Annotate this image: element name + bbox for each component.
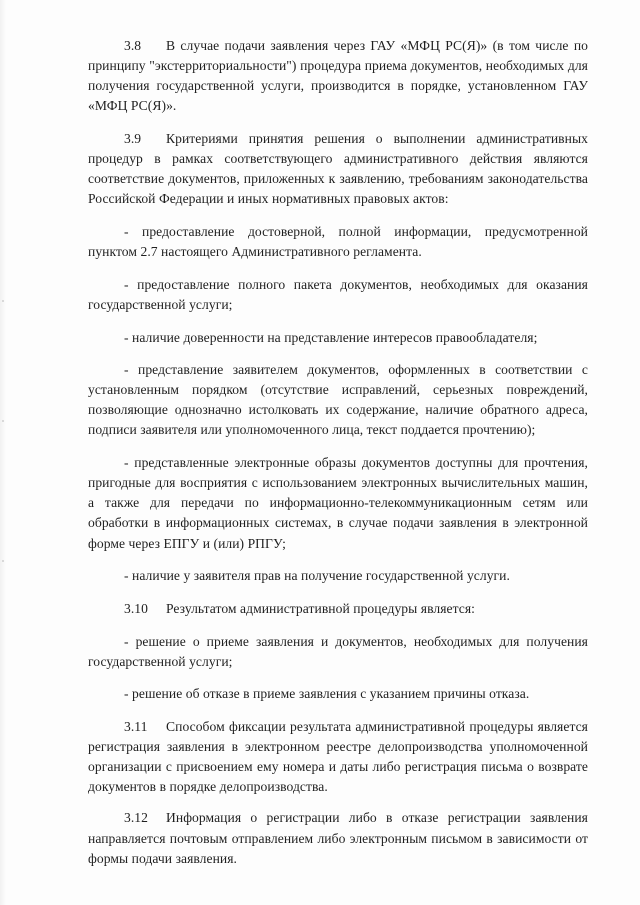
scan-artifact <box>2 300 4 302</box>
scan-artifact <box>2 420 4 422</box>
clause-text: Информация о регистрации либо в отказе регистрации заявления направляется почтовым отправлением либо электронным письмом в зависимости от формы подачи заявления. <box>88 810 588 866</box>
clause-text: Результатом административной процедуры является: <box>166 600 475 616</box>
list-item: - представленные электронные образы документов доступны для прочтения, пригодные для восприятия с использованием электронных вычислительных машин, а также для передачи по информационно-телекоммуникационным сетям или обработки в информационных системах, в случае подачи заявления в электронной форме через ЕПГУ и (или) РПГУ; <box>88 455 588 551</box>
paragraph-3-10 <box>88 599 588 619</box>
list-item: - предоставление достоверной, полной информации, предусмотренной пунктом 2.7 настоящего Административного регламента. <box>88 223 588 260</box>
scan-artifact <box>2 560 4 562</box>
list-item: - наличие доверенности на представление интересов правообладателя; <box>124 329 538 345</box>
list-item: - предоставление полного пакета документов, необходимых для оказания государственной услуги; <box>88 276 588 312</box>
clause-number: 3.11 <box>124 719 148 735</box>
list-item: - наличие у заявителя прав на получение государственной услуги. <box>124 568 510 584</box>
clause-text: Способом фиксации результата административной процедуры является регистрация заявления в электронном реестре делопроизводства уполномоченной организации с присвоением ему номера и даты либо регистрация письма о возврате документов в порядке делопроизводства. <box>88 719 588 795</box>
clause-number: 3.10 <box>124 600 148 616</box>
clause-number: 3.12 <box>124 810 148 826</box>
paragraph-3-12 <box>88 808 588 868</box>
paragraph-3-8 <box>88 36 588 116</box>
list-item: - решение о приеме заявления и документов, необходимых для получения государственной услуги; <box>88 633 588 669</box>
paragraph-3-9 <box>88 129 588 209</box>
paragraph-3-11 <box>88 717 588 797</box>
clause-text: В случае подачи заявления через ГАУ «МФЦ РС(Я)» (в том числе по принципу "экстерриториальности") процедура приема документов, необходимых для получения государственной услуги, производится в порядке, установленном ГАУ «МФЦ РС(Я)». <box>88 38 588 114</box>
document-body <box>88 36 588 881</box>
list-item: - решение об отказе в приеме заявления с указанием причины отказа. <box>124 686 530 702</box>
clause-number: 3.8 <box>124 38 142 53</box>
list-item: - представление заявителем документов, оформленных в соответствии с установленным порядком (отсутствие исправлений, серьезных повреждений, позволяющие однозначно истолковать их содержание, наличие обратного адреса, подписи заявителя или уполномоченного лица, текст поддается прочтению); <box>88 362 588 438</box>
clause-number: 3.9 <box>124 130 142 146</box>
scan-shadow <box>0 0 6 905</box>
clause-text: Критериями принятия решения о выполнении административных процедур в рамках соответствующего административного действия являются соответствие документов, приложенных к заявлению, требованиям законодательства Российской Федерации и иных нормативных правовых актов: <box>88 130 588 207</box>
